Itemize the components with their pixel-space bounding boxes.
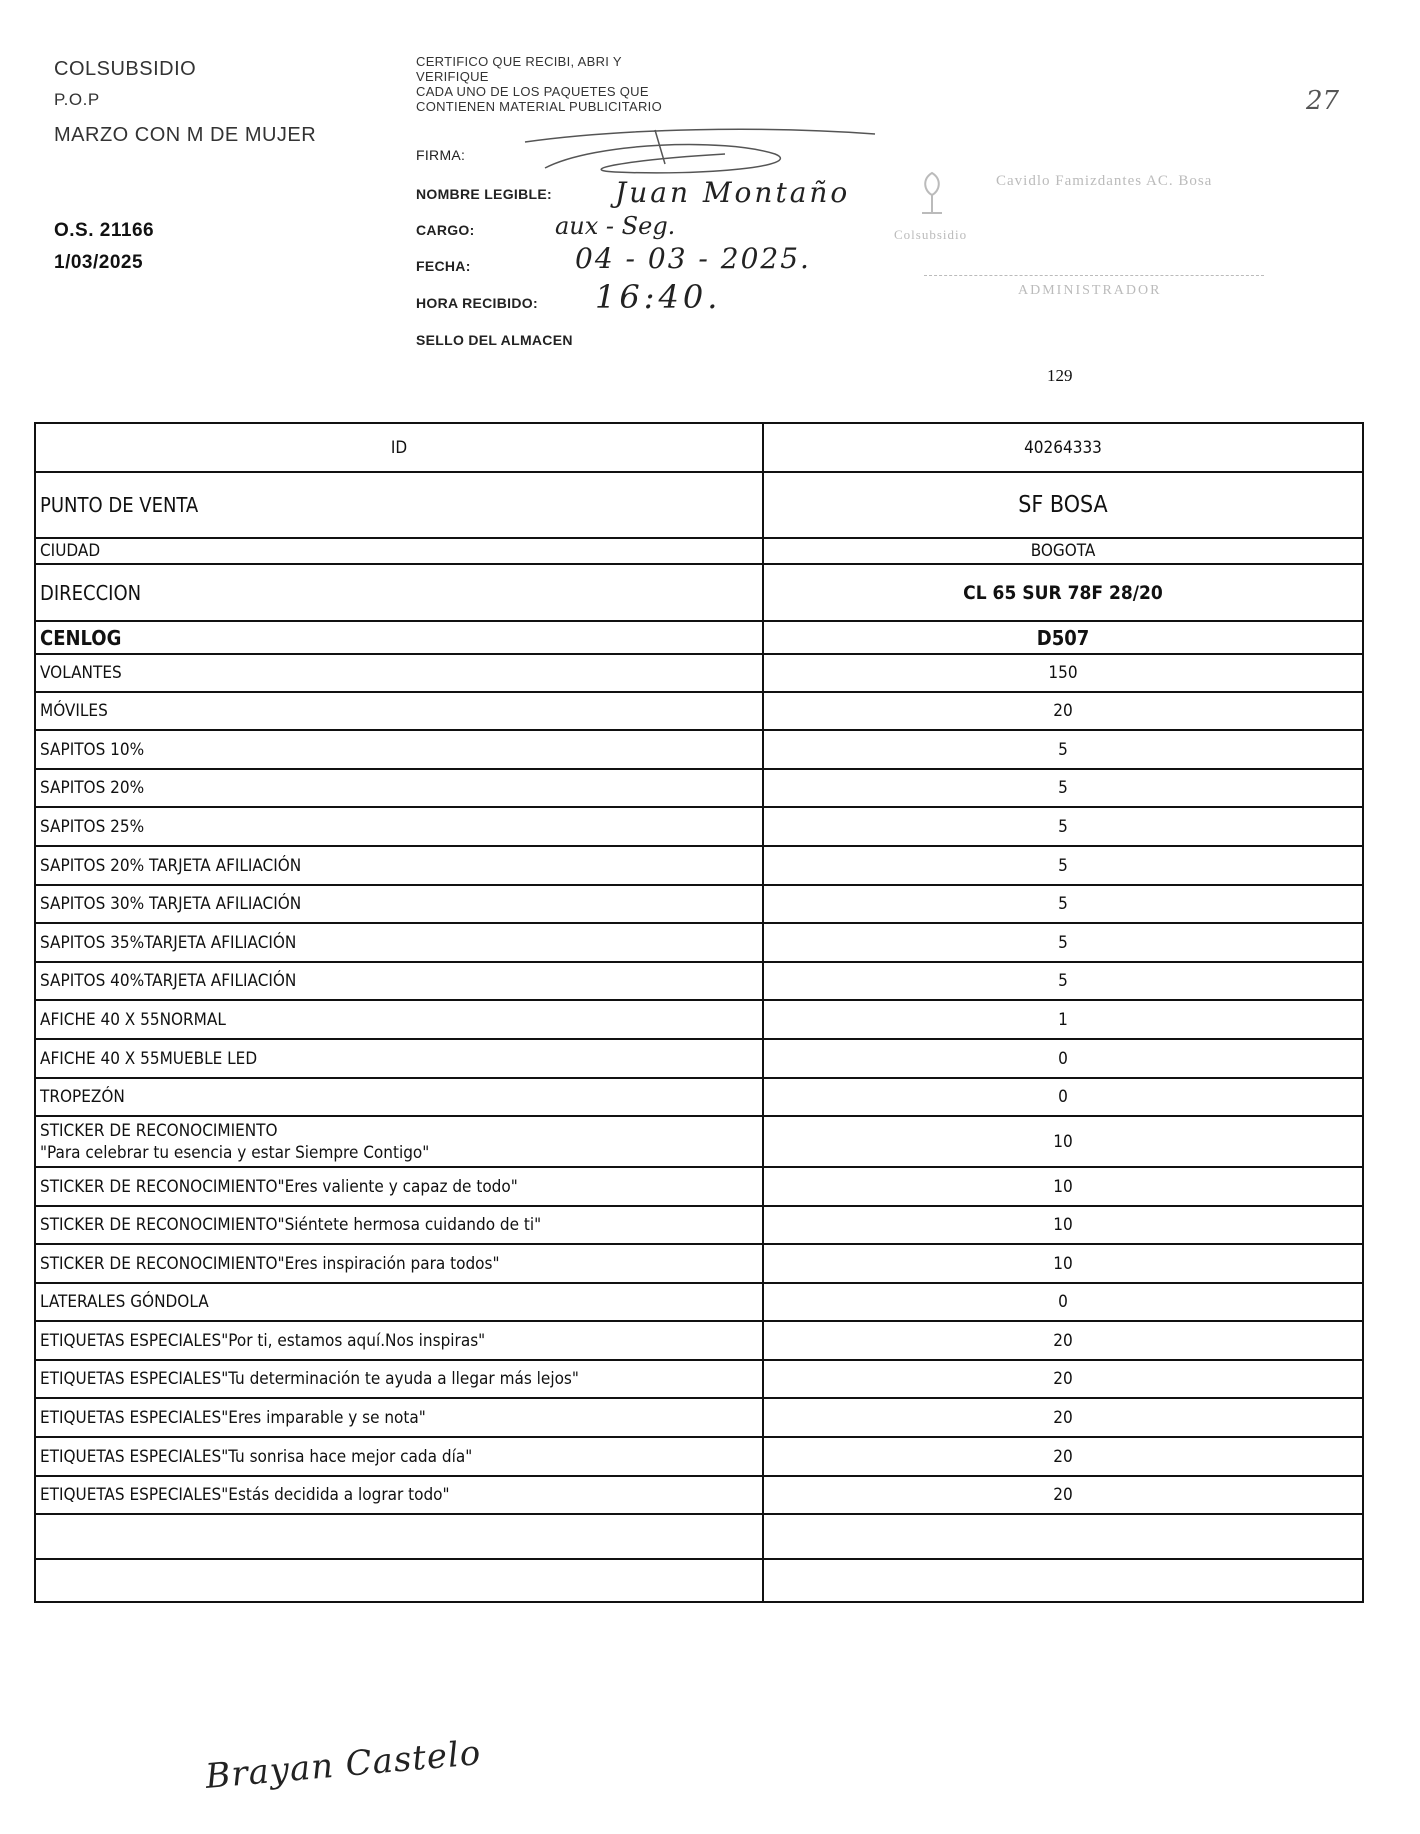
row-value: 5 [763, 962, 1363, 1000]
table-row [35, 1244, 1363, 1283]
service-order: O.S. 21166 [54, 220, 155, 241]
table-row [35, 769, 1363, 807]
stamp-line [924, 275, 1264, 276]
bottom-signature: Brayan Castelo [203, 1733, 483, 1797]
row-value [763, 1514, 1363, 1559]
row-label [35, 1116, 763, 1167]
order-date: 1/03/2025 [54, 252, 144, 273]
table-row [35, 923, 1363, 962]
company-name: COLSUBSIDIO [54, 58, 197, 80]
row-label: AFICHE 40 X 55NORMAL [35, 1000, 763, 1039]
row-label: SAPITOS 30% TARJETA AFILIACIÓN [35, 885, 763, 923]
table-row [35, 807, 1363, 846]
row-label: STICKER DE RECONOCIMIENTO"Siéntete hermosa cuidando de ti" [35, 1206, 763, 1244]
row-value [763, 1559, 1363, 1602]
table-row [35, 885, 1363, 923]
table-row [35, 962, 1363, 1000]
table-row [35, 1283, 1363, 1321]
page-number: 129 [1047, 366, 1073, 385]
row-value: 10 [763, 1244, 1363, 1283]
row-label: CENLOG [35, 621, 763, 654]
row-value: 5 [763, 923, 1363, 962]
row-value: 1 [763, 1000, 1363, 1039]
row-label: ETIQUETAS ESPECIALES"Eres imparable y se nota" [35, 1398, 763, 1437]
row-value: 20 [763, 1437, 1363, 1476]
row-value: 150 [763, 654, 1363, 692]
store-stamp [888, 165, 1288, 310]
cargo-label: CARGO: [416, 222, 475, 238]
row-label: ETIQUETAS ESPECIALES"Estás decidida a lograr todo" [35, 1476, 763, 1514]
row-value: 0 [763, 1078, 1363, 1116]
row-value: 20 [763, 1476, 1363, 1514]
cert-line: CERTIFICO QUE RECIBI, ABRI Y [416, 54, 622, 69]
table-row [35, 1360, 1363, 1398]
certification-text [416, 54, 662, 114]
cargo-value: aux - Seg. [555, 212, 676, 240]
row-label-line1: STICKER DE RECONOCIMIENTO [40, 1120, 278, 1141]
table-row [35, 1437, 1363, 1476]
row-label: MÓVILES [35, 692, 763, 730]
row-value: 10 [763, 1167, 1363, 1206]
row-label: ETIQUETAS ESPECIALES"Tu sonrisa hace mejor cada día" [35, 1437, 763, 1476]
row-value: 20 [763, 1321, 1363, 1360]
cert-line: VERIFIQUE [416, 69, 489, 84]
table-row [35, 1000, 1363, 1039]
stamp-brand: Colsubsidio [894, 227, 968, 242]
table-row [35, 1039, 1363, 1078]
table-row [35, 654, 1363, 692]
firma-label: FIRMA: [416, 147, 466, 163]
table-row [35, 1078, 1363, 1116]
table-row [35, 1398, 1363, 1437]
table-row [35, 1206, 1363, 1244]
table-row-cenlog [35, 621, 1363, 654]
table-row [35, 1116, 1363, 1167]
row-label: ID [35, 423, 763, 472]
row-label: SAPITOS 20% [35, 769, 763, 807]
hora-value: 16:40. [595, 278, 722, 316]
stamp-store-name: Cavidlo Famizdantes AC. Bosa [996, 173, 1213, 189]
table-row [35, 1321, 1363, 1360]
row-value: CL 65 SUR 78F 28/20 [763, 564, 1363, 621]
materials-table [34, 422, 1364, 1603]
row-label: CIUDAD [35, 538, 763, 564]
row-label: AFICHE 40 X 55MUEBLE LED [35, 1039, 763, 1078]
fecha-value: 04 - 03 - 2025. [575, 242, 811, 275]
row-value: D507 [763, 621, 1363, 654]
row-value: 10 [763, 1206, 1363, 1244]
stamp-role: ADMINISTRADOR [1018, 283, 1162, 298]
row-value: 5 [763, 730, 1363, 769]
row-value: 5 [763, 807, 1363, 846]
fecha-label: FECHA: [416, 258, 471, 274]
page-mark: 27 [1306, 86, 1340, 116]
table-row [35, 1476, 1363, 1514]
table-row-empty [35, 1559, 1363, 1602]
nombre-value: Juan Montaño [615, 176, 851, 209]
table-row-direccion [35, 564, 1363, 621]
row-label: SAPITOS 10% [35, 730, 763, 769]
row-label: ETIQUETAS ESPECIALES"Tu determinación te ayuda a llegar más lejos" [35, 1360, 763, 1398]
signature-scribble [505, 124, 885, 180]
table-row [35, 1167, 1363, 1206]
row-label-line2: "Para celebrar tu esencia y estar Siempre Contigo" [40, 1142, 430, 1163]
stamp-logo-icon [918, 169, 948, 217]
row-value: 5 [763, 885, 1363, 923]
cert-line: CADA UNO DE LOS PAQUETES QUE [416, 84, 649, 99]
hora-label: HORA RECIBIDO: [416, 295, 538, 311]
row-label: SAPITOS 35%TARJETA AFILIACIÓN [35, 923, 763, 962]
table-row-id [35, 423, 1363, 472]
row-label: PUNTO DE VENTA [35, 472, 763, 538]
table-row [35, 846, 1363, 885]
document-type: P.O.P [54, 90, 100, 109]
row-label: SAPITOS 25% [35, 807, 763, 846]
table-row-ciudad [35, 538, 1363, 564]
row-label: SAPITOS 40%TARJETA AFILIACIÓN [35, 962, 763, 1000]
row-label [35, 1514, 763, 1559]
row-value: 10 [763, 1116, 1363, 1167]
row-value: 20 [763, 692, 1363, 730]
row-value: 20 [763, 1398, 1363, 1437]
campaign-name: MARZO CON M DE MUJER [54, 124, 317, 146]
row-value: SF BOSA [763, 472, 1363, 538]
row-value: 0 [763, 1039, 1363, 1078]
row-value: 20 [763, 1360, 1363, 1398]
row-label [35, 1559, 763, 1602]
row-label: SAPITOS 20% TARJETA AFILIACIÓN [35, 846, 763, 885]
row-label: LATERALES GÓNDOLA [35, 1283, 763, 1321]
table-row-empty [35, 1514, 1363, 1559]
sello-label: SELLO DEL ALMACEN [416, 332, 573, 348]
row-value: BOGOTA [763, 538, 1363, 564]
row-value: 40264333 [763, 423, 1363, 472]
cert-line: CONTIENEN MATERIAL PUBLICITARIO [416, 99, 662, 114]
row-label: ETIQUETAS ESPECIALES"Por ti, estamos aquí.Nos inspiras" [35, 1321, 763, 1360]
row-value: 5 [763, 769, 1363, 807]
row-value: 0 [763, 1283, 1363, 1321]
row-label: VOLANTES [35, 654, 763, 692]
table-row [35, 730, 1363, 769]
row-label: STICKER DE RECONOCIMIENTO"Eres valiente y capaz de todo" [35, 1167, 763, 1206]
nombre-label: NOMBRE LEGIBLE: [416, 186, 552, 202]
row-label: TROPEZÓN [35, 1078, 763, 1116]
table-row-punto-de-venta [35, 472, 1363, 538]
row-label: DIRECCION [35, 564, 763, 621]
table-row [35, 692, 1363, 730]
row-value: 5 [763, 846, 1363, 885]
row-label: STICKER DE RECONOCIMIENTO"Eres inspiración para todos" [35, 1244, 763, 1283]
